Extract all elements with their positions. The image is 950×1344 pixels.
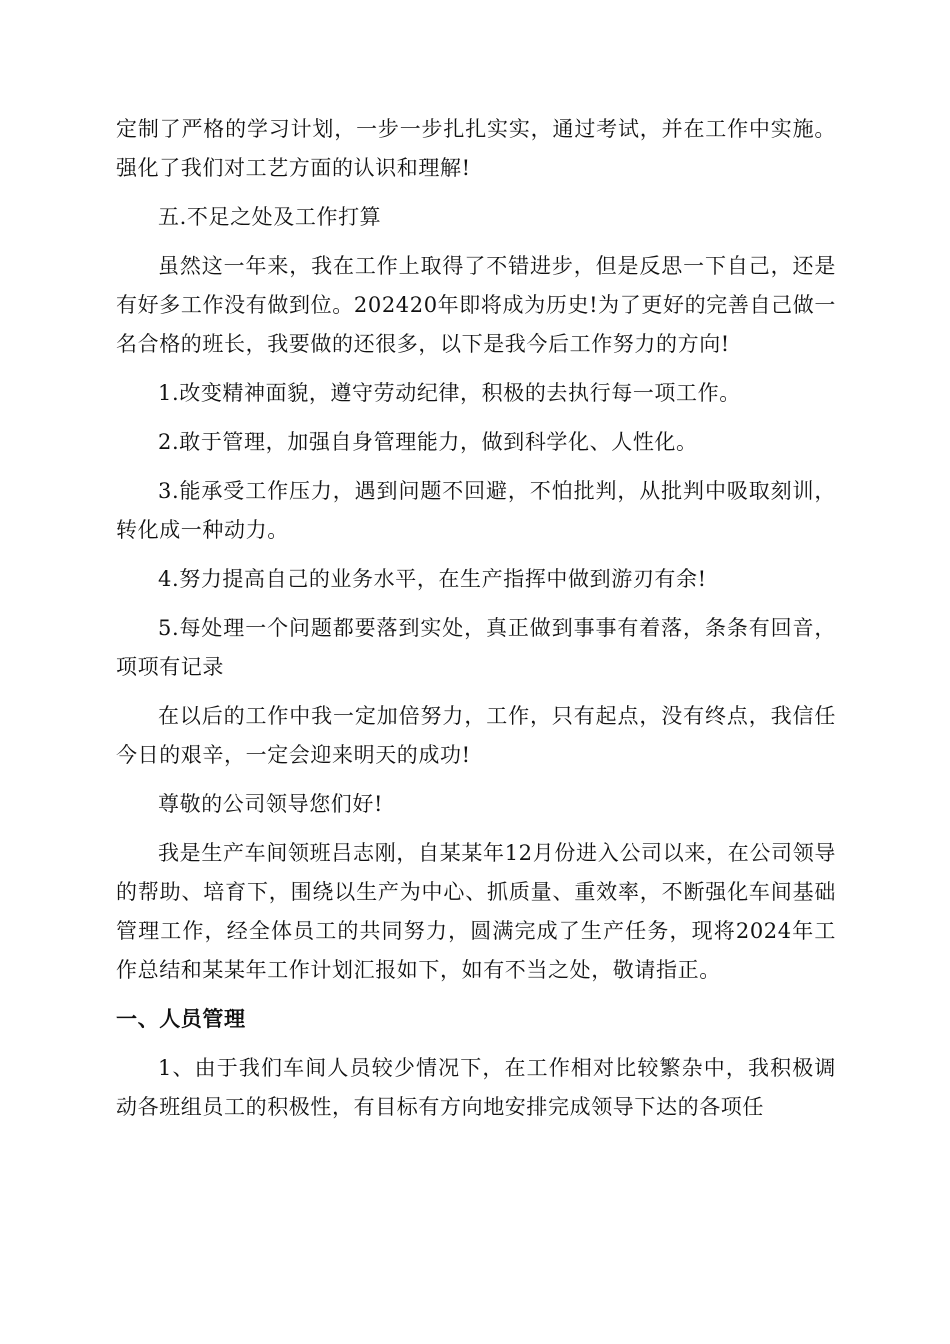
paragraph-study-plan: 定制了严格的学习计划，一步一步扎扎实实，通过考试，并在工作中实施。强化了我们对工艺方面的认识和理解! (116, 117, 836, 180)
paragraph-personnel-1: 1、由于我们车间人员较少情况下，在工作相对比较繁杂中，我积极调动各班组员工的积极性，有目标有方向地安排完成领导下达的各项任 (116, 1056, 836, 1119)
list-item-2: 2.敢于管理，加强自身管理能力，做到科学化、人性化。 (158, 430, 698, 454)
paragraph-reflection: 虽然这一年来，我在工作上取得了不错进步，但是反思一下自己，还是有好多工作没有做到位。202420年即将成为历史!为了更好的完善自己做一名合格的班长，我要做的还很多，以下是我今后工作努力的方向! (116, 254, 836, 356)
list-item-5: 5.每处理一个问题都要落到实处，真正做到事事有着落，条条有回音，项项有记录 (116, 616, 836, 679)
list-item-1: 1.改变精神面貌，遵守劳动纪律，积极的去执行每一项工作。 (158, 381, 741, 405)
paragraph-introduction: 我是生产车间领班吕志刚，自某某年12月份进入公司以来，在公司领导的帮助、培育下，围绕以生产为中心、抓质量、重效率，不断强化车间基础管理工作，经全体员工的共同努力，圆满完成了生产任务，现将2024年工作总结和某某年工作计划汇报如下，如有不当之处，敬请指正。 (116, 841, 836, 982)
paragraph-greeting: 尊敬的公司领导您们好! (158, 792, 384, 816)
section-heading-personnel: 一、人员管理 (116, 1007, 246, 1031)
list-item-4: 4.努力提高自己的业务水平，在生产指挥中做到游刃有余! (158, 567, 707, 591)
document-body (116, 110, 836, 1137)
paragraph-section-five-title: 五.不足之处及工作打算 (158, 205, 382, 229)
paragraph-closing: 在以后的工作中我一定加倍努力，工作，只有起点，没有终点，我信任今日的艰辛，一定会迎来明天的成功! (116, 704, 836, 767)
list-item-3: 3.能承受工作压力，遇到问题不回避，不怕批判，从批判中吸取刻训，转化成一种动力。 (116, 479, 836, 542)
